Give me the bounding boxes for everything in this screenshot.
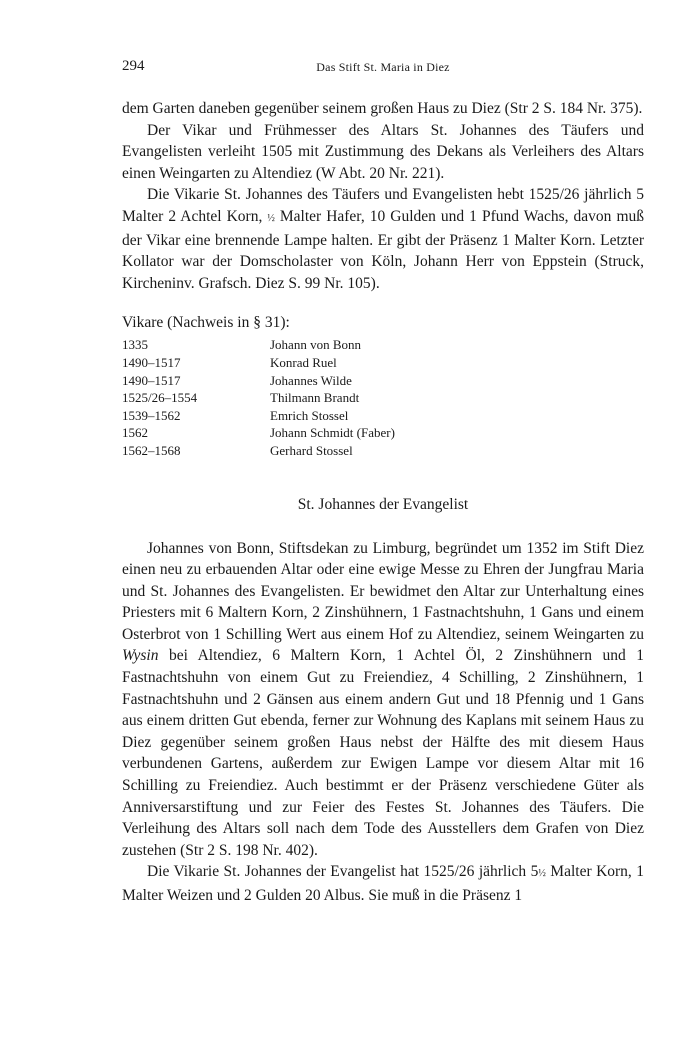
page-header — [122, 58, 644, 80]
vikar-row — [122, 424, 395, 442]
page-number: 294 — [122, 58, 145, 74]
vikar-row — [122, 336, 395, 354]
vikar-name: Emrich Stossel — [270, 407, 349, 423]
vikar-name: Thilmann Brandt — [270, 390, 360, 406]
vikar-dates: 1490–1517 — [122, 372, 181, 388]
vikar-name: Konrad Ruel — [270, 354, 337, 370]
paragraph-vikarie-evangelist — [122, 861, 644, 906]
vikare-list — [122, 336, 395, 459]
vikar-row — [122, 407, 395, 425]
vikar-row — [122, 442, 395, 460]
italic-place-name: Wysin — [122, 647, 159, 665]
vikar-dates: 1539–1562 — [122, 407, 181, 423]
body-text — [122, 98, 644, 294]
text-run: Die Vikarie St. Johannes des Täufers und Evangelisten hebt 1525/26 jährlich 5 Malter 2 Achtel Korn, — [122, 186, 644, 225]
vikar-row — [122, 372, 395, 390]
paragraph-continued: dem Garten daneben gegenüber seinem großen Haus zu Diez (Str 2 S. 184 Nr. 375). — [122, 100, 643, 117]
text-run: Die Vikarie St. Johannes der Evangelist hat 1525/26 jährlich 5 — [147, 863, 539, 881]
vikar-dates: 1562 — [122, 425, 148, 441]
vikar-dates: 1490–1517 — [122, 354, 181, 370]
section-text — [122, 538, 644, 907]
vikar-dates: 1562–1568 — [122, 442, 181, 458]
vikar-name: Gerhard Stossel — [270, 442, 353, 458]
paragraph-vikarie-einkuenfte — [122, 184, 644, 294]
book-page — [122, 58, 644, 907]
section-title: St. Johannes der Evangelist — [297, 495, 469, 513]
vikare-heading: Vikare (Nachweis in § 31): — [122, 314, 290, 332]
paragraph-vikar-fruehmesser: Der Vikar und Frühmesser des Altars St. Johannes des Täufers und Evangelisten verleiht 1505 mit Zustimmung des Dekans als Verleihers des Altars einen Weingarten zu Altendiez (W Abt. 20 Nr. 221). — [122, 121, 644, 182]
running-title: Das Stift St. Maria in Diez — [316, 60, 450, 74]
vikar-row — [122, 354, 395, 372]
text-run: bei Altendiez, 6 Maltern Korn, 1 Achtel Öl, 2 Zinshühnern und 1 Fastnachtshuhn von einem Gut zu Freiendiez, 4 Schilling, 2 Zinshühnern, 1 Fastnachtshuhn und 2 Gänsen aus einem andern Gut und 18 Pfennig und 1 Gans aus einem dritten Gut ebenda, ferner zur Wohnung des Kaplans mit seinem Haus zu Diez gegenüber seinem großen Haus nebst der Hälfte des mit diesem Haus verbundenen Gartens, außerdem zur Ewigen Lampe vor diesem Altar mit 16 Schilling zu Freiendiez. Auch bestimmt er der Präsenz verschiedene Güter als Anniversarstiftung und zur Feier des Festes St. Johannes des Täufers. Die Verleihung des Altars soll nach dem Tode des Ausstellers dem Grafen von Diez zustehen (Str 2 S. 198 Nr. 402). — [122, 647, 644, 859]
vikar-name: Johann Schmidt (Faber) — [270, 425, 395, 441]
fraction: ½ — [267, 212, 275, 224]
vikar-name: Johannes Wilde — [270, 372, 352, 388]
text-run: Malter Hafer, 10 Gulden und 1 Pfund Wachs, davon muß der Vikar eine brennende Lampe halten. Er gibt der Präsenz 1 Malter Korn. Letzter Kollator war der Domscholaster von Köln, Johann Herr von Eppstein (Struck, Kircheninv. Grafsch. Diez S. 99 Nr. 105). — [122, 207, 645, 292]
vikar-row — [122, 389, 395, 407]
vikar-dates: 1525/26–1554 — [122, 390, 198, 406]
fraction: ½ — [538, 868, 546, 880]
vikar-name: Johann von Bonn — [270, 337, 361, 353]
paragraph-stiftung — [122, 538, 644, 862]
text-run: Johannes von Bonn, Stiftsdekan zu Limburg, begründet um 1352 im Stift Diez einen neu zu erbauenden Altar oder eine ewige Messe zu Ehren der Jungfrau Maria und St. Johannes des Evangelisten. Er bewidmet den Altar zur Unterhaltung eines Priesters mit 6 Maltern Korn, 2 Zinshühnern, 1 Fastnachtshuhn, 1 Gans und einem Osterbrot von 1 Schilling Wert aus einem Hof zu Altendiez, seinem Weingarten zu — [122, 539, 644, 643]
vikar-dates: 1335 — [122, 337, 148, 353]
text-run: Malter Korn, 1 Malter Weizen und 2 Gulden 20 Albus. Sie muß in die Präsenz 1 — [122, 863, 644, 904]
